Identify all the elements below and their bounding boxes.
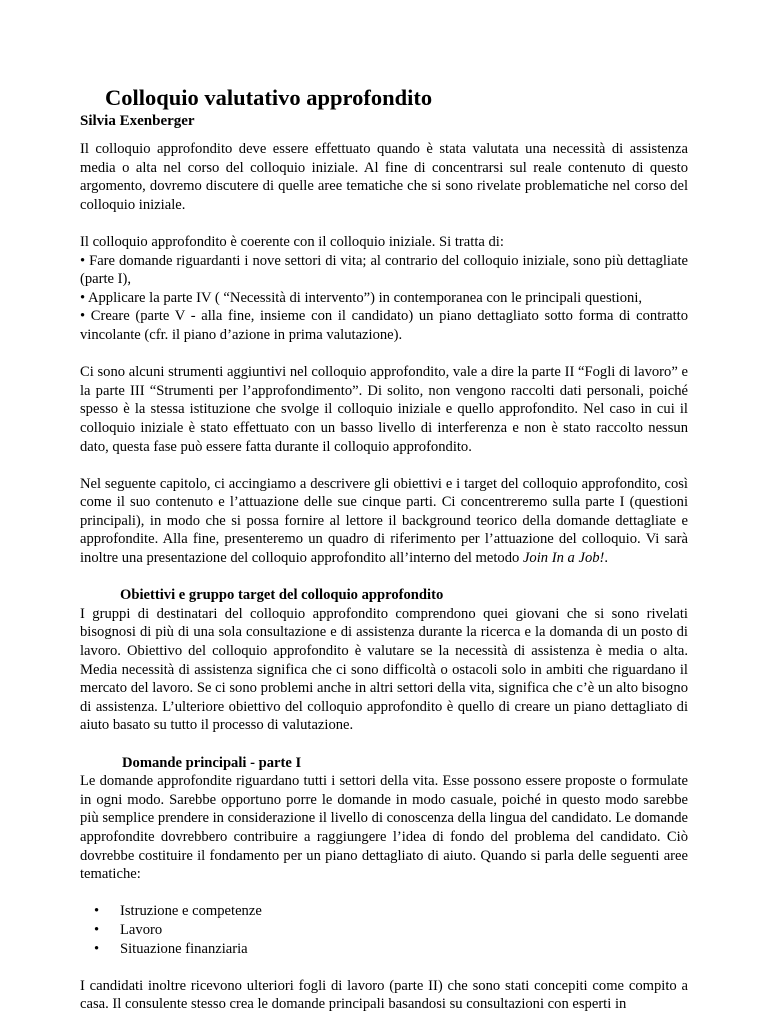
list-item: • Situazione finanziaria	[94, 940, 248, 957]
bullet-icon: •	[94, 940, 100, 957]
bullet-line-3: • Creare (parte V - alla fine, insieme con il candidato) un piano dettagliato sotto forma di contratto vincolante (cfr. il piano d’azione in prima valutazione).	[80, 308, 688, 343]
chapter-overview-end: .	[604, 550, 609, 567]
bullet-line-2: • Applicare la parte IV ( “Necessità di intervento”) in contemporanea con le principali questioni,	[80, 289, 643, 306]
paragraph-coherence-intro: Il colloquio approfondito è coerente con il colloquio iniziale. Si tratta di:	[80, 233, 504, 250]
list-item: • Lavoro	[94, 921, 163, 938]
bullet-icon: •	[94, 921, 100, 938]
chapter-overview-text: Nel seguente capitolo, ci accingiamo a descrivere gli obiettivi e i target del colloquio approfondito, così come il suo contenuto e l’attuazione delle sue cinque parti. Ci concentreremo sulla parte I (questioni principali), in modo che si possa fornire al lettore il background teorico della domande dettagliate e approfondite. Alla fine, presenteremo un quadro di riferimento per l’attuazione del colloquio. Vi sarà inoltre una presentazione del colloquio approfondito all’interno del metodo	[80, 475, 688, 567]
bullet-icon: •	[94, 903, 100, 920]
document-body	[80, 140, 688, 1033]
paragraph-tools: Ci sono alcuni strumenti aggiuntivi nel colloquio approfondito, vale a dire la parte II “Fogli di lavoro” e la parte III “Strumenti per l’approfondimento”. Di solito, non vengono raccolti dati personali, poiché spesso è la stessa istituzione che svolge il colloquio iniziale e quello approfondito. Nel caso in cui il colloquio iniziale è stato effettuato con un basso livello di interferenza e non è stato raccolto nessun dato, questa fase può essere fatta durante il colloquio approfondito.	[80, 364, 688, 455]
section-heading-objectives: Obiettivi e gruppo target del colloquio approfondito	[120, 587, 444, 604]
paragraph-worksheets: I candidati inoltre ricevono ulteriori fogli di lavoro (parte II) che sono stati concepiti come compito a casa. Il consulente stesso crea le domande principali basandosi su consultazioni con esperti in	[80, 977, 688, 1013]
paragraph-main-questions: Le domande approfondite riguardano tutti i settori della vita. Esse possono essere proposte o formulate in ogni modo. Sarebbe opportuno porre le domande in modo casuale, poiché in questo modo sarebbe più semplice prendere in considerazione il livello di conoscenza della lingua del candidato. Le domande approfondite dovrebbero contribuire a raggiungere l’idea di fondo del problema del candidato. Ciò dovrebbe costituire il fondamento per un piano dettagliato di aiuto. Quando si parla delle seguenti aree tematiche:	[80, 773, 688, 883]
topic-list	[80, 902, 688, 958]
paragraph-objectives: I gruppi di destinatari del colloquio approfondito comprendono quei giovani che si sono rivelati bisognosi di più di una sola consultazione e di assistenza durante la ricerca e la domanda di un posto di lavoro. Obiettivo del colloquio approfondito è valutare se la necessità di assistenza è media o alta. Media necessità di assistenza significa che ci sono difficoltà o ostacoli solo in ambiti che riguardano il mercato del lavoro. Se ci sono problemi anche in altri settori della vita, significa che c’è un alto bisogno di assistenza. L’ulteriore obiettivo del colloquio approfondito è quello di creare un piano dettagliato di aiuto basato su tutto il processo di valutazione.	[80, 605, 688, 734]
paragraph-intro: Il colloquio approfondito deve essere effettuato quando è stata valutata una necessità di assistenza media o alta nel corso del colloquio iniziale. Al fine di concentrarsi sul reale contenuto di questo argomento, dovremo discutere di quelle aree tematiche che si sono rivelate problematiche nel corso del colloquio iniziale.	[80, 141, 688, 213]
list-item: • Istruzione e competenze	[94, 903, 262, 920]
author-name: Silvia Exenberger	[80, 113, 195, 129]
paragraph-chapter-overview	[80, 475, 688, 568]
document-title: Colloquio valutativo approfondito	[105, 85, 433, 110]
method-name: Join In a Job!	[522, 550, 605, 567]
bullet-line-1: • Fare domande riguardanti i nove settori di vita; al contrario del colloquio iniziale, sono più dettagliate (parte I),	[80, 252, 688, 288]
section-heading-main-questions: Domande principali - parte I	[122, 754, 302, 771]
